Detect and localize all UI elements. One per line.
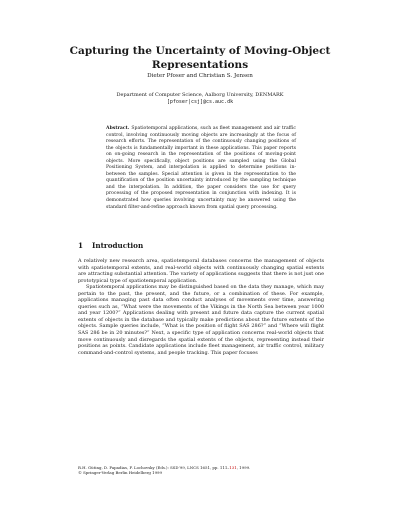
paper-title: Capturing the Uncertainty of Moving-Object Representations xyxy=(69,45,331,71)
section-number: 1 xyxy=(78,241,84,250)
author-list: Dieter Pfoser and Christian S. Jensen xyxy=(147,73,253,79)
section-heading xyxy=(78,241,143,250)
paragraph: Spatiotemporal applications may be distinguished based on the data they manage, which may pertain to the past, the present, and the future, or a combination of these. For example, applications managing past data often conduct analyses of movements over time, answering queries such as, “What were the movements of the Vikings in the North Sea between year 1000 and year 1200?” Applications dealing with present and future data capture the current spatial extents of objects in the database and typically make predictions about the future extents of the objects. Sample queries include, “What is the position of flight SAS 286?” and “Where will flight SAS 286 be in 20 minutes?” Next, a specific type of application concerns real-world objects that move continuously and disregards the spatial extents of the objects, representing instead their positions as points. Candidate applications include fleet management, air traffic control, military command-and-control systems, and people tracking. This paper focuses xyxy=(78,284,324,356)
citation-text: R.H. Güting, D. Papadias, F. Lochovsky (Eds.): SSD’99, LNCS 1651, pp. 111– xyxy=(78,465,230,470)
abstract xyxy=(106,126,296,211)
copyright-line: © Springer-Verlag Berlin Heidelberg 1999 xyxy=(78,470,162,476)
section-title: Introduction xyxy=(92,241,144,250)
abstract-text: Spatiotemporal applications, such as fleet management and air traffic control, involving continuously moving objects are increasingly at the focus of research efforts. The representation of the continuously changing positions of the objects is fundamentally important in these applications. This paper reports on on-going research in the representation of the positions of moving-point objects. More specifically, object positions are sampled using the Global Positioning System, and interpolation is applied to determine positions in-between the samples. Special attention is given in the representation to the quantification of the position uncertainty introduced by the sampling technique and the interpolation. In addition, the paper considers the use for query processing of the proposed representation in conjunction with indexing. It is demonstrated how queries involving uncertainty may be answered using the standard filter-and-refine approach known from spatial query processing. xyxy=(106,126,296,210)
page-range-link[interactable]: 131 xyxy=(229,465,237,470)
author-email: [pfoser|csj]@cs.auc.dk xyxy=(166,99,234,105)
abstract-label: Abstract. xyxy=(106,126,130,131)
body-text xyxy=(78,258,324,356)
affiliation: Department of Computer Science, Aalborg University, DENMARK xyxy=(116,92,284,98)
citation-year: , 1999. xyxy=(236,465,251,470)
copyright-footnote xyxy=(78,465,324,475)
paragraph: A relatively new research area, spatiotemporal databases concerns the management of objects with spatiotemporal extents, and real-world objects with continuously changing spatial extents are attracting substantial attention. The variety of applications suggests that there is not just one prototypical type of spatiotemporal application. xyxy=(78,258,324,284)
